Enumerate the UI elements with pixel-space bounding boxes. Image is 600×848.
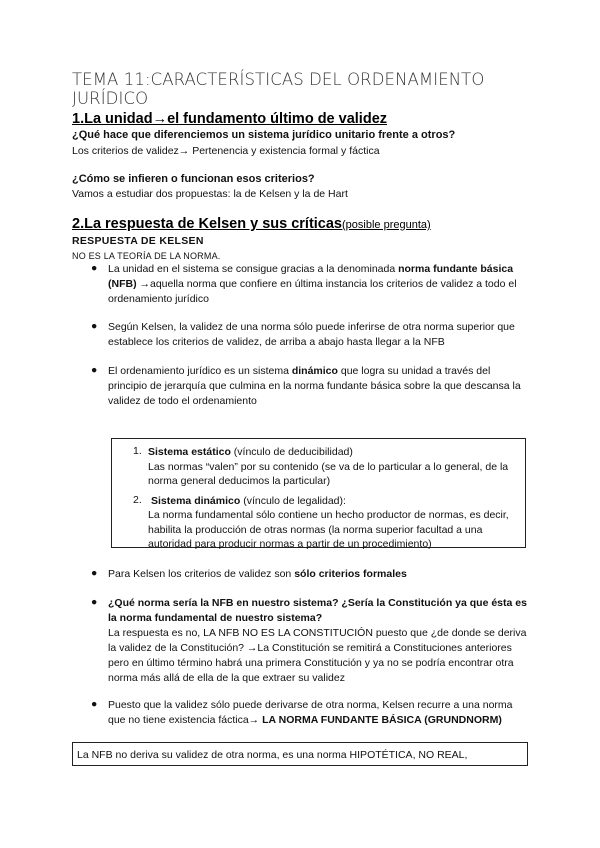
- bullet-bold: norma fundante básica (NFB): [108, 263, 514, 290]
- bullet-validity: Según Kelsen, la validez de una norma sólo puede inferirse de otra norma superior que establece los criterios de validez, de arriba a abajo hasta llegar a la NFB: [108, 321, 515, 348]
- bullet-text: La unidad en el sistema se consigue gracias a la denominada: [108, 263, 399, 275]
- item-label: Sistema dinámico: [151, 495, 241, 507]
- nfb-hypothetical-box: La NFB no deriva su validez de otra norma, es una norma HIPOTÉTICA, NO REAL,: [72, 742, 528, 766]
- bullet-grundnorm: [108, 698, 528, 728]
- bullet-answer: La respuesta es no, LA NFB NO ES LA CONSTITUCIÓN puesto que ¿de donde se deriva la validez de la Constitución? →La Constitución se remitirá a Constituciones anteriores pero en último término habrá una primera Constitución y ya no se podría encontrar otra norma más allá de ella de la que extraer su validez: [108, 627, 527, 684]
- section-2-heading-note: (posible pregunta): [342, 219, 431, 231]
- section-2-heading-text: 2.La respuesta de Kelsen y sus críticas: [72, 216, 342, 232]
- bullet-nfb: [108, 262, 528, 307]
- bullet-bold: dinámico: [291, 365, 338, 377]
- bullet-marker: ●: [91, 567, 98, 579]
- bullet-formal-criteria: [108, 567, 528, 582]
- kelsen-subheading: RESPUESTA DE KELSEN: [72, 235, 204, 247]
- bullet-question: ¿Qué norma sería la NFB en nuestro sistema? ¿Sería la Constitución ya que ésta es la norma fundamental de nuestro sistema?: [108, 597, 527, 624]
- bullet-constitution: [108, 596, 528, 686]
- section-2-heading: [72, 216, 431, 232]
- bullet-text: Puesto que la validez sólo puede derivarse de otra norma, Kelsen recurre a una norma que no tiene existencia fáctica→: [108, 699, 513, 726]
- bullet-marker: ●: [91, 698, 98, 710]
- item-label-note: (vínculo de legalidad):: [240, 495, 346, 507]
- bullet-text: que logra su unidad a través del principio de jerarquía que culmina en la norma fundante básica sobre la que descansa la validez de todo el ordenamiento: [108, 365, 521, 407]
- static-system-item: [148, 445, 523, 489]
- answer-2: Vamos a estudiar dos propuestas: la de Kelsen y la de Hart: [72, 188, 348, 200]
- norm-theory-note: NO ES LA TEORÍA DE LA NORMA.: [72, 251, 221, 261]
- dynamic-system-text: La norma fundamental sólo contiene un hecho productor de normas, es decir, habilita la producción de otras normas (la norma superior facultad a una autoridad para producir normas a partir de un procedimiento): [148, 509, 509, 550]
- page-title: TEMA 11:CARACTERÍSTICAS DEL ORDENAMIENTO JURÍDICO: [72, 70, 485, 108]
- item-label-note: (vínculo de deducibilidad): [230, 446, 353, 458]
- bullet-bold: sólo criterios formales: [294, 568, 407, 580]
- item-label: Sistema estático: [148, 446, 231, 458]
- dynamic-system-item: [151, 494, 523, 509]
- answer-1: Los criterios de validez→ Pertenencia y existencia formal y fáctica: [72, 145, 380, 157]
- bullet-bold: LA NORMA FUNDANTE BÁSICA (GRUNDNORM): [262, 714, 502, 726]
- question-1: ¿Qué hace que diferenciemos un sistema jurídico unitario frente a otros?: [72, 129, 456, 141]
- list-number: 1.: [133, 445, 142, 457]
- list-number: 2.: [133, 494, 142, 506]
- bullet-marker: ●: [91, 596, 98, 608]
- bullet-marker: ●: [91, 364, 98, 376]
- bullet-dynamic: [108, 364, 528, 409]
- bullet-text: El ordenamiento jurídico es un sistema: [108, 365, 292, 377]
- bullet-marker: ●: [91, 262, 98, 274]
- item-text: Las normas “valen” por su contenido (se va de lo particular a lo general, de la norma general deducimos la particular): [148, 460, 509, 487]
- bullet-marker: ●: [91, 320, 98, 332]
- section-1-heading: 1.La unidad→el fundamento último de validez: [72, 111, 388, 127]
- bullet-text: →aquella norma que confiere en última instancia los criterios de validez a todo el ordenamiento jurídico: [108, 278, 517, 305]
- question-2: ¿Cómo se infieren o funcionan esos criterios?: [72, 173, 315, 185]
- bullet-text: Para Kelsen los criterios de validez son: [108, 568, 295, 580]
